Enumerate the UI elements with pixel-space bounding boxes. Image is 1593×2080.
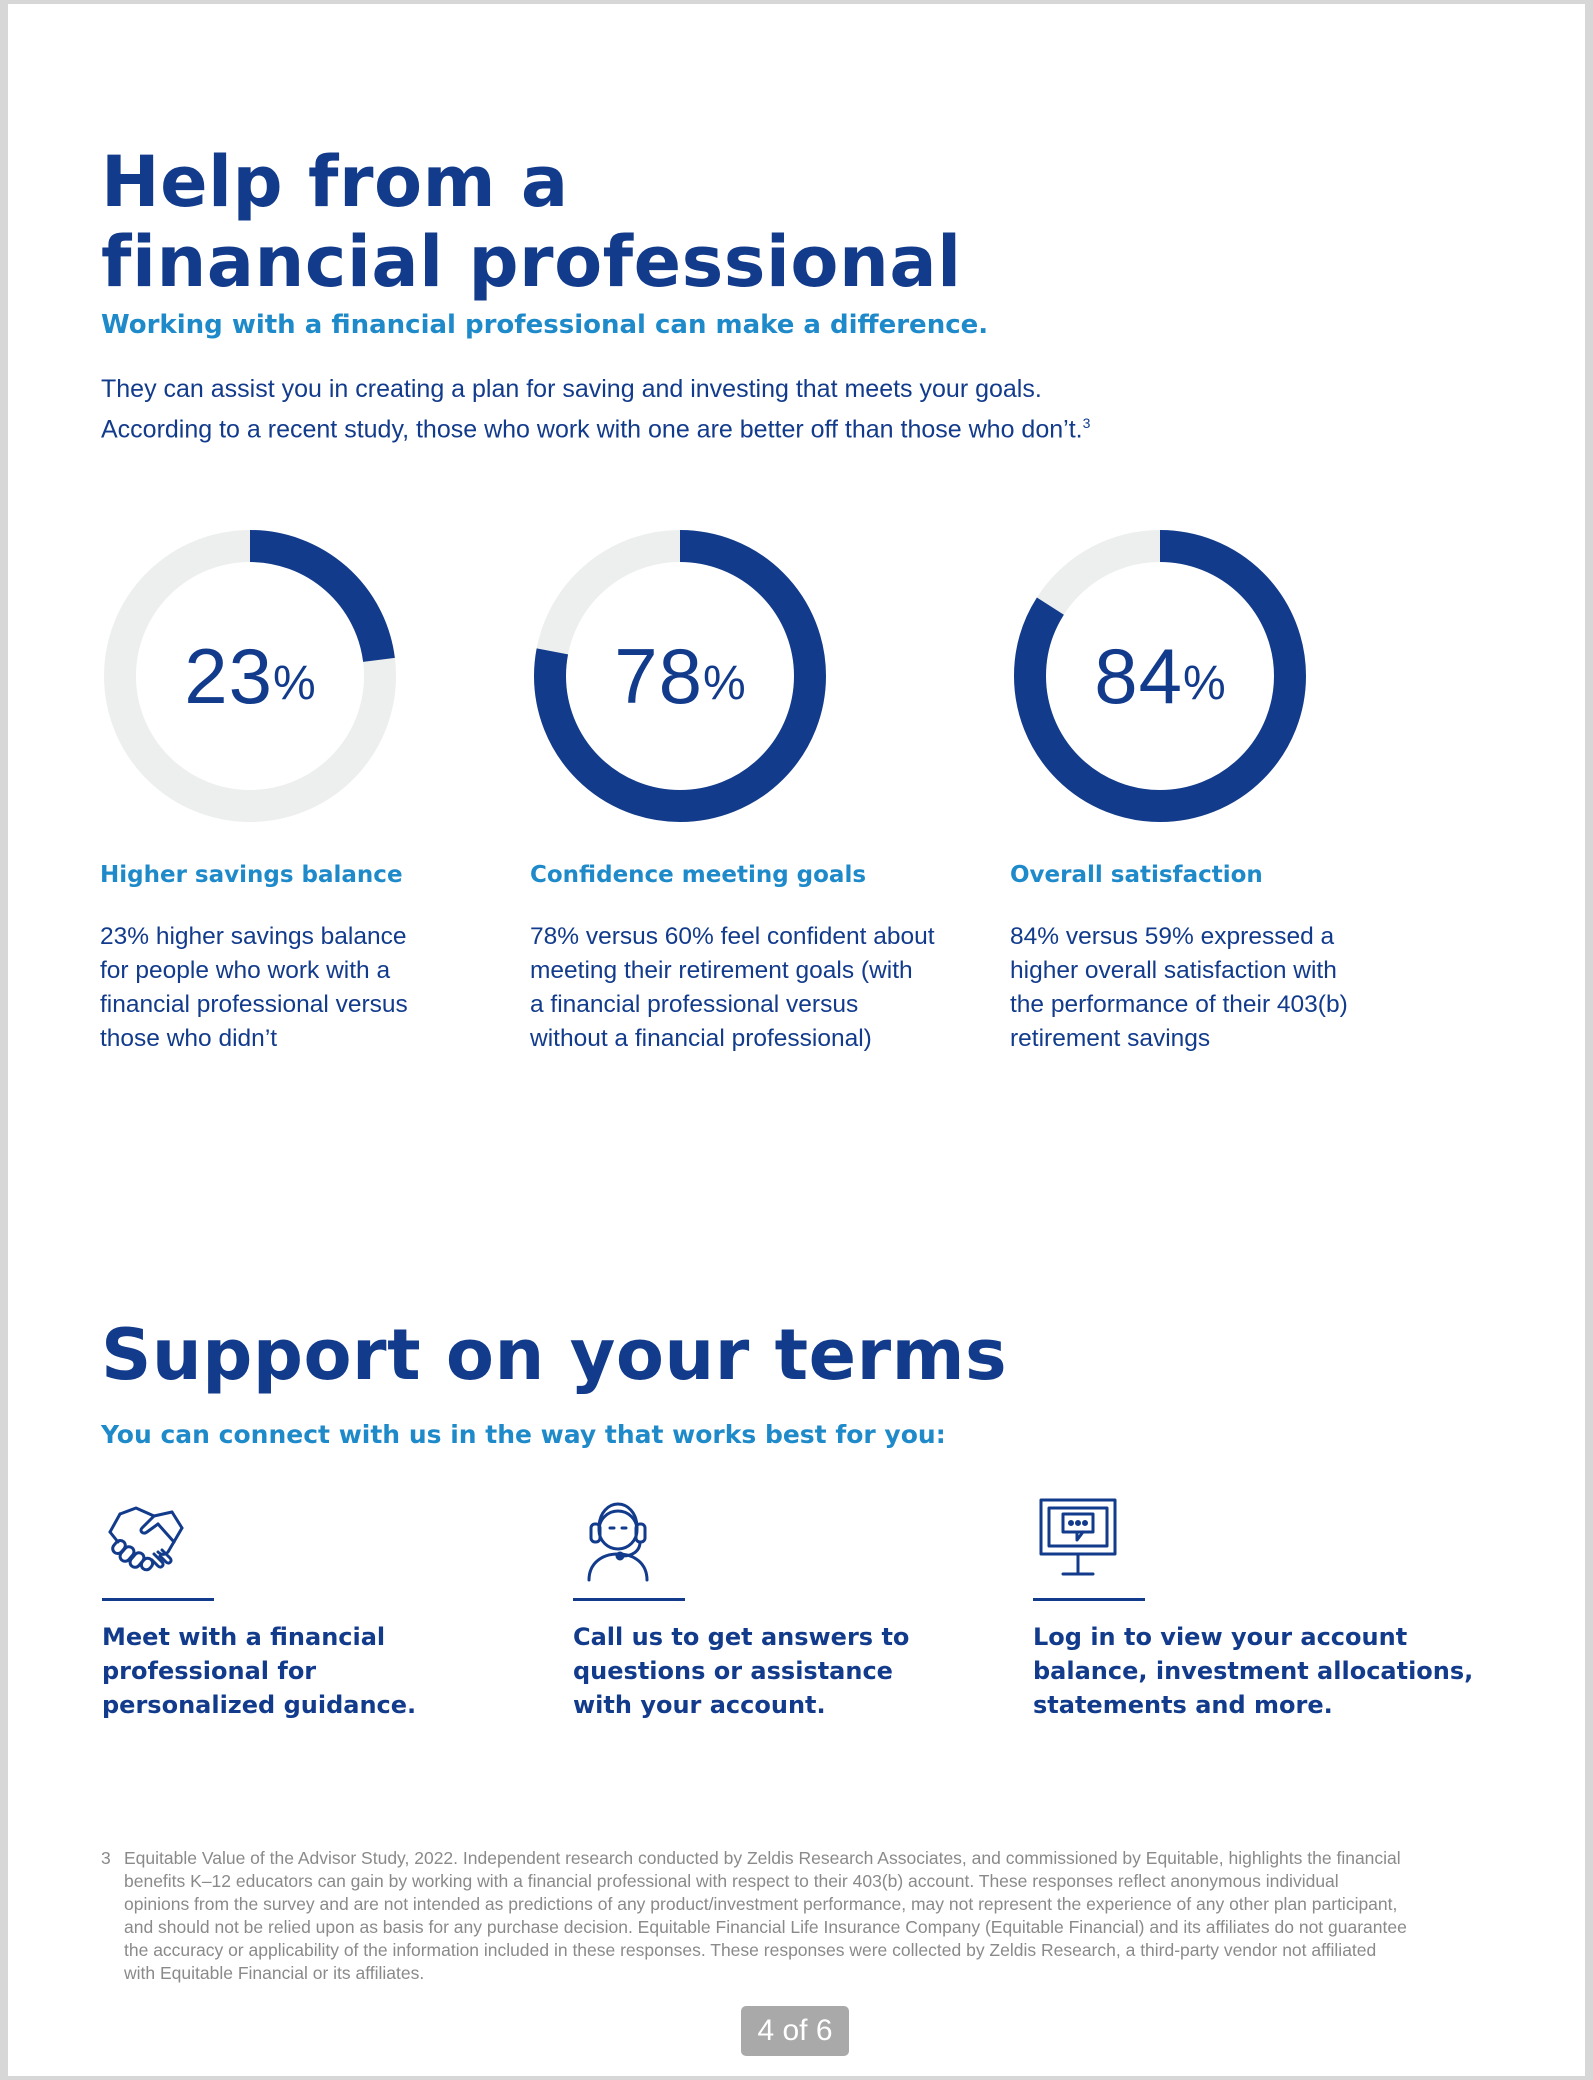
stat-unit: %: [703, 656, 746, 710]
computer-chat-icon: [1033, 1494, 1123, 1584]
stat-description-line: without a financial professional): [530, 1025, 872, 1052]
title-line-2: financial professional: [101, 221, 962, 303]
footnote-line: benefits K–12 educators can gain by working with a financial professional with respect to their 403(b) account. These responses reflect anonymous individual: [124, 1871, 1339, 1891]
stat-description-line: 78% versus 60% feel confident about: [530, 923, 935, 950]
stat-number: 23: [184, 631, 274, 720]
footnote-line: the accuracy or applicability of the information included in these responses. These responses were collected by Zeldis Research, a third-party vendor not affiliated: [124, 1940, 1377, 1960]
feature-line: Log in to view your account: [1033, 1623, 1408, 1651]
stat-unit: %: [1183, 656, 1226, 710]
feature-description: [1033, 1620, 1473, 1722]
footnote-line: with Equitable Financial or its affiliates.: [124, 1963, 425, 1983]
stat-description-line: the performance of their 403(b): [1010, 991, 1348, 1018]
stat-description-line: those who didn’t: [100, 1025, 278, 1052]
stat-savings: [100, 526, 520, 1052]
stat-description-line: meeting their retirement goals (with: [530, 957, 913, 984]
feature-line: questions or assistance: [573, 1657, 893, 1685]
feature-divider: [1033, 1598, 1145, 1601]
footnote-text: [124, 1847, 1407, 1985]
stat-description: [530, 920, 935, 1056]
stat-unit: %: [273, 656, 316, 710]
stat-number: 84: [1094, 631, 1184, 720]
document-page: [8, 4, 1585, 2076]
support-subtitle: You can connect with us in the way that works best for you:: [101, 1420, 946, 1449]
footnote-line: and should not be relied upon as basis for any purchase decision. Equitable Financial Life Insurance Company (Equitable Financial) and its affiliates do not guarantee: [124, 1917, 1407, 1937]
feature-line: with your account.: [573, 1691, 826, 1719]
page-subtitle: Working with a financial professional can make a difference.: [101, 310, 989, 340]
page-title: [101, 142, 962, 302]
feature-line: Call us to get answers to: [573, 1623, 910, 1651]
stat-confidence: [530, 526, 950, 1052]
stat-description-line: 84% versus 59% expressed a: [1010, 923, 1335, 950]
stat-description: [100, 920, 408, 1056]
stat-satisfaction: [1010, 526, 1430, 1052]
intro-line-1: They can assist you in creating a plan for saving and investing that meets your goals.: [101, 375, 1042, 403]
page-indicator: 4 of 6: [741, 2006, 849, 2056]
feature-call: [573, 1494, 1013, 1719]
footnote-line: opinions from the survey and are not intended as predictions of any product/investment performance, may not represent the experience of any other plan participant,: [124, 1894, 1398, 1914]
feature-line: balance, investment allocations,: [1033, 1657, 1474, 1685]
stat-value: [1010, 526, 1310, 826]
feature-divider: [573, 1598, 685, 1601]
footnote-number: 3: [101, 1848, 111, 1868]
feature-login: [1033, 1494, 1474, 1719]
footnote-line: Equitable Value of the Advisor Study, 2022. Independent research conducted by Zeldis Research Associates, and commissioned by Equitable, highlights the financial: [124, 1848, 1401, 1868]
feature-meet: [102, 1494, 542, 1719]
feature-divider: [102, 1598, 214, 1601]
feature-description: [573, 1620, 909, 1722]
stat-description-line: 23% higher savings balance: [100, 923, 407, 950]
stat-description-line: financial professional versus: [100, 991, 408, 1018]
handshake-icon: [102, 1494, 192, 1584]
stat-label: Overall satisfaction: [1010, 862, 1263, 888]
stat-label: Confidence meeting goals: [530, 862, 867, 888]
stat-value: [100, 526, 400, 826]
intro-paragraph: [101, 372, 1090, 446]
footnote-ref: 3: [1082, 415, 1091, 431]
title-line-1: Help from a: [101, 141, 569, 223]
feature-description: [102, 1620, 416, 1722]
stat-description-line: a financial professional versus: [530, 991, 859, 1018]
stat-description: [1010, 920, 1348, 1056]
stat-number: 78: [614, 631, 704, 720]
feature-line: personalized guidance.: [102, 1691, 417, 1719]
headset-icon: [573, 1494, 663, 1584]
support-title: Support on your terms: [101, 1314, 1008, 1396]
intro-line-2: According to a recent study, those who work with one are better off than those who don’t.$^3$: [101, 415, 1091, 444]
feature-line: statements and more.: [1033, 1691, 1333, 1719]
feature-line: Meet with a financial: [102, 1623, 386, 1651]
stat-description-line: for people who work with a: [100, 957, 391, 984]
stat-label: Higher savings balance: [100, 862, 403, 888]
stat-description-line: retirement savings: [1010, 1025, 1211, 1052]
stat-description-line: higher overall satisfaction with: [1010, 957, 1337, 984]
feature-line: professional for: [102, 1657, 317, 1685]
stat-value: [530, 526, 830, 826]
